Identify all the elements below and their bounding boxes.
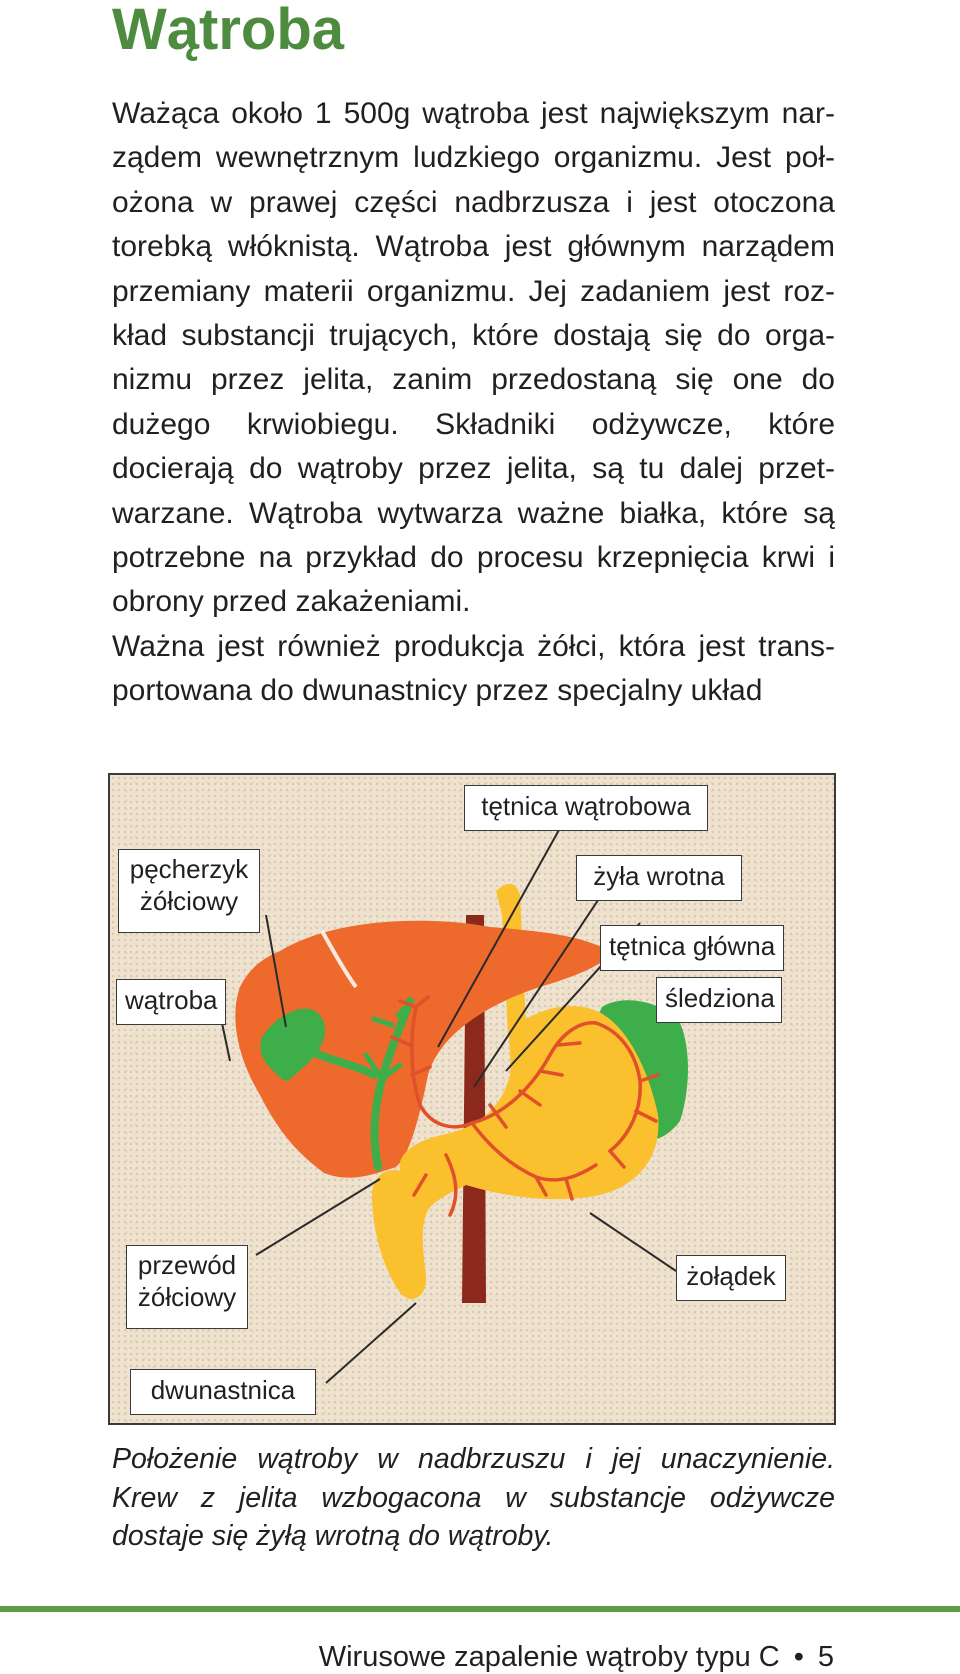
paragraph-line: nizmu przez jelita, zanim przedostaną się one do <box>112 363 835 397</box>
page-footer <box>319 1640 834 1674</box>
caption-line: Położenie wątroby w nadbrzuszu i jej unaczynienie. <box>112 1443 835 1475</box>
paragraph-line: docierają do wątroby przez jelita, są tu dalej przet- <box>112 452 835 486</box>
paragraph-line: torebką włóknistą. Wątroba jest głównym narządem <box>112 230 835 264</box>
page-number: 5 <box>817 1641 834 1673</box>
label-stomach: żołądek <box>676 1255 786 1301</box>
paragraph-line: ożona w prawej części nadbrzusza i jest otoczona <box>112 185 835 219</box>
paragraph-line: przemiany materii organizmu. Jej zadaniem jest roz- <box>112 274 835 308</box>
caption-line: dostaje się żyłą wrotną do wątroby. <box>112 1520 554 1552</box>
label-liver: wątroba <box>116 979 226 1025</box>
footer-rule <box>0 1606 960 1612</box>
footer-separator: • <box>793 1641 804 1673</box>
label-gallbladder: pęcherzyk żółciowy <box>118 849 260 933</box>
liver-anatomy-figure <box>108 773 836 1425</box>
label-spleen: śledziona <box>656 977 782 1023</box>
body-paragraph <box>112 92 835 713</box>
paragraph-line: potrzebne na przykład do procesu krzepnięcia krwi i <box>112 540 835 574</box>
running-title: Wirusowe zapalenie wątroby typu C <box>318 1641 780 1673</box>
page-title: Wątroba <box>112 0 344 62</box>
label-aorta: tętnica główna <box>600 925 784 971</box>
label-duodenum: dwunastnica <box>130 1369 316 1415</box>
paragraph-line: Ważąca około 1 500g wątroba jest największym nar- <box>112 97 835 130</box>
paragraph-line: portowana do dwunastnicy przez specjalny układ <box>112 674 763 708</box>
paragraph-line: kład substancji trujących, które dostają się do orga- <box>112 318 835 352</box>
paragraph-line: warzane. Wątroba wytwarza ważne białka, które są <box>112 496 835 530</box>
caption-line: Krew z jelita wzbogacona w substancje odżywcze <box>112 1481 835 1514</box>
paragraph-line: ządem wewnętrznym ludzkiego organizmu. Jest poł- <box>112 141 835 175</box>
paragraph-line: Ważna jest również produkcja żółci, która jest trans- <box>112 629 835 663</box>
label-hepatic-artery: tętnica wątrobowa <box>464 785 708 831</box>
figure-caption <box>112 1440 835 1556</box>
paragraph-line: dużego krwiobiegu. Składniki odżywcze, które <box>112 407 835 441</box>
paragraph-line: obrony przed zakażeniami. <box>112 585 471 619</box>
label-bile-duct: przewód żółciowy <box>126 1245 248 1329</box>
label-portal-vein: żyła wrotna <box>576 855 742 901</box>
